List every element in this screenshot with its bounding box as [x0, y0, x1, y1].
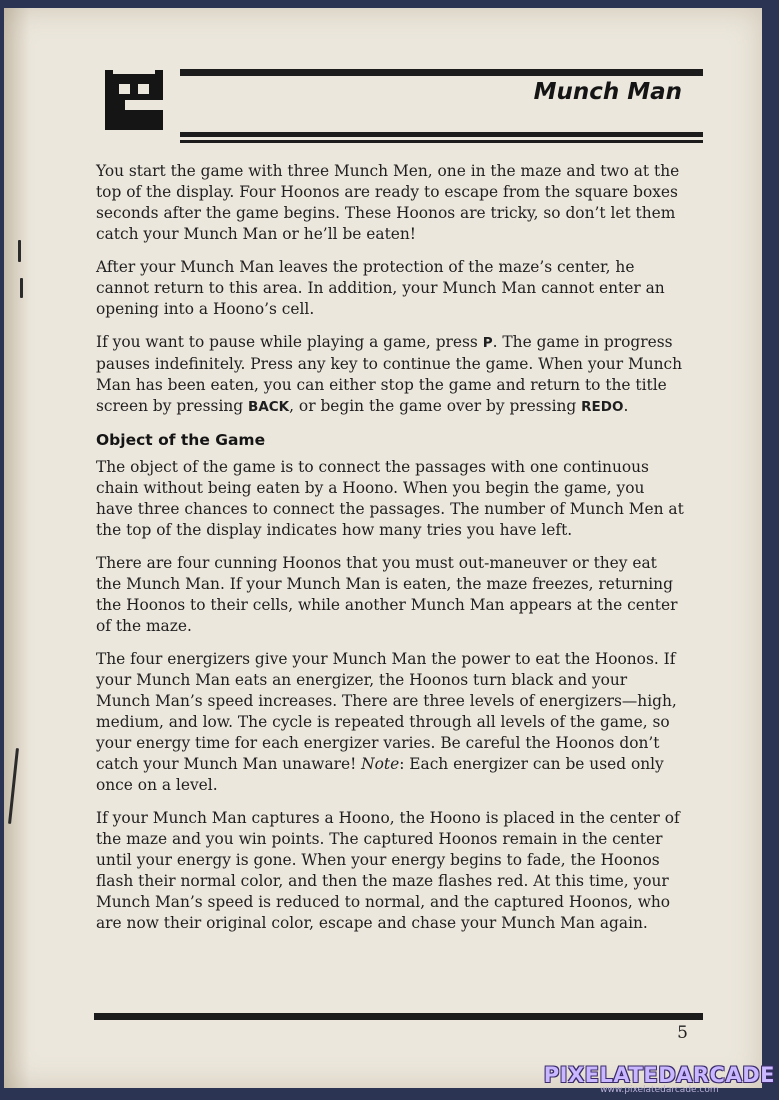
header-rule-bottom-thin	[180, 140, 703, 143]
key-back: BACK	[248, 399, 290, 415]
paragraph-controls: If you want to pause while playing a game, press P. The game in progress pauses indefinitely. Press any key to continue the game. When your Munch Man has been eaten, you can either stop the game and return to the title screen by pressing BACK, or begin the game over by pressing REDO.	[96, 333, 683, 415]
body-text	[96, 161, 686, 946]
paragraph-maze-center: After your Munch Man leaves the protection of the maze’s center, he cannot return to this area. In addition, your Munch Man cannot enter an opening into a Hoono’s cell.	[96, 258, 665, 318]
key-p: P	[482, 335, 493, 351]
binding-staple-top-lower	[20, 278, 23, 298]
cartridge-logo-icon	[105, 70, 163, 134]
paragraph-capture: If your Munch Man captures a Hoono, the Hoono is placed in the center of the maze and you win points. The captured Hoonos remain in the center until your energy is gone. When your energy begins to fade, the Hoonos flash their normal color, and then the maze flashes red. At this time, your Munch Man’s speed is reduced to normal, and the captured Hoonos, who are now their original color, escape and chase your Munch Man again.	[96, 809, 680, 932]
watermark	[544, 1063, 775, 1095]
header-rule-top	[180, 69, 703, 76]
watermark-name: PIXELATEDARCADE	[543, 1063, 775, 1087]
paragraph-energizers: The four energizers give your Munch Man the power to eat the Hoonos. If your Munch Man eats an energizer, the Hoonos turn black and your Munch Man’s speed increases. There are three levels of energizers—high, medium, and low. The cycle is repeated through all levels of the game, so your energy time for each energizer varies. Be careful the Hoonos don’t catch your Munch Man unaware! Note: Each energizer can be used only once on a level.	[96, 650, 677, 794]
binding-staple-top	[18, 240, 21, 262]
paragraph-intro: You start the game with three Munch Men, one in the maze and two at the top of the display. Four Hoonos are ready to escape from the square boxes seconds after the game begins. These Hoonos are tricky, so don’t let them catch your Munch Man or he’ll be eaten!	[96, 162, 680, 243]
page-fold-shadow	[4, 8, 30, 1088]
key-redo: REDO	[581, 399, 624, 415]
page-title: Munch Man	[533, 79, 682, 105]
page-number: 5	[677, 1023, 688, 1043]
note-label: Note	[361, 755, 400, 773]
footer-rule	[94, 1013, 703, 1020]
header-rule-bottom	[180, 132, 703, 137]
section-heading: Object of the Game	[96, 431, 266, 449]
manual-page	[4, 8, 762, 1088]
paragraph-hoonos: There are four cunning Hoonos that you must out-maneuver or they eat the Munch Man. If your Munch Man is eaten, the maze freezes, returning the Hoonos to their cells, while another Munch Man appears at the center of the maze.	[96, 554, 678, 635]
paragraph-objective: The object of the game is to connect the passages with one continuous chain without being eaten by a Hoono. When you begin the game, you have three chances to connect the passages. The number of Munch Men at the top of the display indicates how many tries you have left.	[96, 458, 684, 539]
watermark-url: www.pixelatedarcade.com	[600, 1085, 719, 1095]
